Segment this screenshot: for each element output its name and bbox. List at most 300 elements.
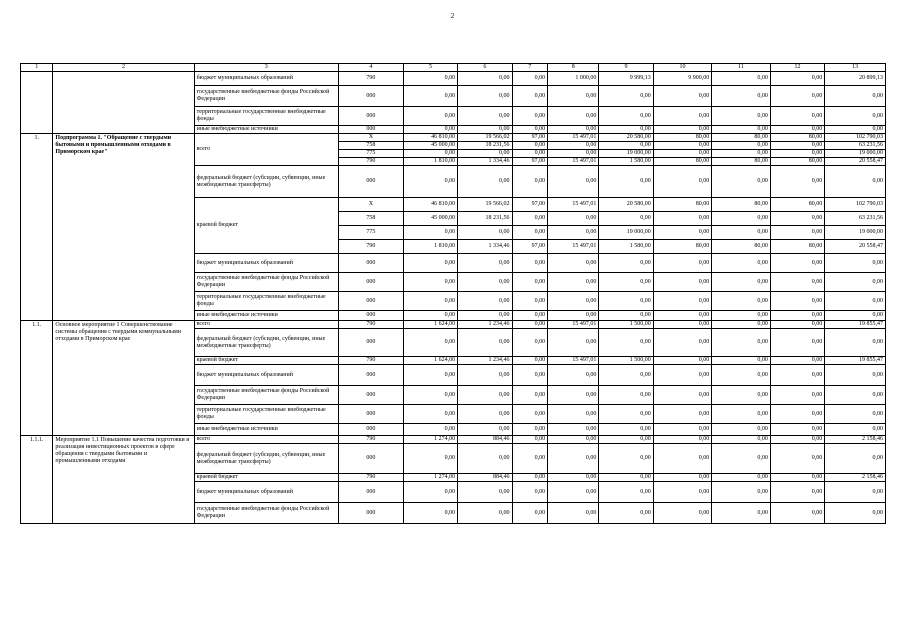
amount-cell: 0,00 bbox=[548, 405, 599, 424]
amount-cell: 63 231,56 bbox=[825, 212, 886, 226]
amount-cell: 0,00 bbox=[458, 424, 512, 436]
amount-cell: 2 158,46 bbox=[825, 436, 886, 444]
amount-cell: 19 000,00 bbox=[825, 226, 886, 240]
amount-cell: 0,00 bbox=[512, 474, 548, 482]
amount-cell: 0,00 bbox=[653, 357, 712, 365]
amount-cell: 0,00 bbox=[653, 444, 712, 474]
funding-source-cell: всего bbox=[194, 134, 338, 166]
amount-cell: 80,00 bbox=[653, 134, 712, 142]
column-number-cell: 5 bbox=[403, 64, 457, 72]
funding-source-cell: иные внебюджетные источники bbox=[194, 311, 338, 321]
budget-code-cell: 000 bbox=[338, 292, 403, 311]
amount-cell: 0,00 bbox=[548, 424, 599, 436]
amount-cell: 0,00 bbox=[770, 311, 824, 321]
item-number-cell: 1.1. bbox=[21, 321, 53, 436]
amount-cell: 20 580,00 bbox=[599, 198, 653, 212]
amount-cell: 19 000,00 bbox=[599, 150, 653, 158]
amount-cell: 0,00 bbox=[403, 503, 457, 524]
budget-code-cell: 000 bbox=[338, 107, 403, 126]
amount-cell: 0,00 bbox=[512, 482, 548, 503]
funding-source-cell: краевой бюджет bbox=[194, 474, 338, 482]
funding-source-cell: государственные внебюджетные фонды Российской Федерации bbox=[194, 86, 338, 107]
budget-code-cell: 790 bbox=[338, 474, 403, 482]
amount-cell: 0,00 bbox=[599, 436, 653, 444]
amount-cell: 0,00 bbox=[770, 72, 824, 86]
program-name-cell: Мероприятие 1.1 Повышение качества подготовки и реализация инвестиционных проектов в сфере обращения с твердыми бытовыми и промышленными отходами bbox=[53, 436, 194, 524]
amount-cell: 0,00 bbox=[512, 226, 548, 240]
funding-source-cell: территориальные государственные внебюджетные фонды bbox=[194, 107, 338, 126]
amount-cell: 97,00 bbox=[512, 134, 548, 142]
amount-cell: 0,00 bbox=[548, 386, 599, 405]
amount-cell: 0,00 bbox=[712, 86, 771, 107]
amount-cell: 0,00 bbox=[770, 424, 824, 436]
amount-cell: 0,00 bbox=[770, 142, 824, 150]
amount-cell: 0,00 bbox=[458, 329, 512, 357]
amount-cell: 80,00 bbox=[770, 240, 824, 254]
item-number-cell: 1.1.1. bbox=[21, 436, 53, 524]
amount-cell: 102 790,03 bbox=[825, 198, 886, 212]
amount-cell: 0,00 bbox=[512, 311, 548, 321]
amount-cell: 0,00 bbox=[770, 150, 824, 158]
amount-cell: 0,00 bbox=[512, 405, 548, 424]
amount-cell: 0,00 bbox=[825, 273, 886, 292]
table-row bbox=[21, 134, 886, 142]
item-number-cell: 1. bbox=[21, 134, 53, 321]
budget-code-cell: X bbox=[338, 198, 403, 212]
amount-cell: 0,00 bbox=[512, 166, 548, 198]
amount-cell: 0,00 bbox=[712, 166, 771, 198]
funding-source-cell: бюджет муниципальных образований bbox=[194, 482, 338, 503]
amount-cell: 0,00 bbox=[712, 107, 771, 126]
amount-cell: 80,00 bbox=[712, 198, 771, 212]
amount-cell: 0,00 bbox=[599, 386, 653, 405]
amount-cell: 0,00 bbox=[653, 226, 712, 240]
amount-cell: 45 000,00 bbox=[403, 212, 457, 226]
program-name-cell bbox=[53, 72, 194, 134]
amount-cell: 0,00 bbox=[403, 226, 457, 240]
amount-cell: 0,00 bbox=[548, 329, 599, 357]
amount-cell: 19 000,00 bbox=[825, 150, 886, 158]
column-number-row bbox=[21, 64, 886, 72]
amount-cell: 15 497,01 bbox=[548, 198, 599, 212]
amount-cell: 0,00 bbox=[458, 166, 512, 198]
amount-cell: 97,00 bbox=[512, 158, 548, 166]
funding-source-cell: федеральный бюджет (субсидии, субвенции, иные межбюджетные трансферты) bbox=[194, 166, 338, 198]
budget-code-cell: 775 bbox=[338, 226, 403, 240]
amount-cell: 20 580,00 bbox=[599, 134, 653, 142]
amount-cell: 0,00 bbox=[653, 329, 712, 357]
budget-code-cell: 758 bbox=[338, 142, 403, 150]
amount-cell: 0,00 bbox=[770, 273, 824, 292]
budget-code-cell: 790 bbox=[338, 436, 403, 444]
amount-cell: 0,00 bbox=[458, 254, 512, 273]
budget-code-cell: 790 bbox=[338, 72, 403, 86]
amount-cell: 0,00 bbox=[712, 72, 771, 86]
amount-cell: 0,00 bbox=[512, 86, 548, 107]
amount-cell: 0,00 bbox=[548, 212, 599, 226]
amount-cell: 0,00 bbox=[770, 226, 824, 240]
amount-cell: 0,00 bbox=[599, 254, 653, 273]
amount-cell: 0,00 bbox=[599, 86, 653, 107]
amount-cell: 1 234,46 bbox=[458, 321, 512, 329]
budget-code-cell: 000 bbox=[338, 386, 403, 405]
column-number-cell: 4 bbox=[338, 64, 403, 72]
amount-cell: 0,00 bbox=[548, 142, 599, 150]
amount-cell: 0,00 bbox=[403, 254, 457, 273]
amount-cell: 19 855,47 bbox=[825, 357, 886, 365]
amount-cell: 0,00 bbox=[770, 503, 824, 524]
amount-cell: 0,00 bbox=[599, 444, 653, 474]
amount-cell: 0,00 bbox=[512, 329, 548, 357]
amount-cell: 0,00 bbox=[512, 150, 548, 158]
amount-cell: 45 000,00 bbox=[403, 142, 457, 150]
amount-cell: 0,00 bbox=[548, 273, 599, 292]
budget-code-cell: 775 bbox=[338, 150, 403, 158]
amount-cell: 0,00 bbox=[825, 126, 886, 134]
amount-cell: 0,00 bbox=[712, 292, 771, 311]
funding-source-cell: государственные внебюджетные фонды Российской Федерации bbox=[194, 273, 338, 292]
amount-cell: 0,00 bbox=[512, 142, 548, 150]
amount-cell: 0,00 bbox=[403, 292, 457, 311]
amount-cell: 1 810,00 bbox=[403, 158, 457, 166]
amount-cell: 0,00 bbox=[512, 357, 548, 365]
amount-cell: 0,00 bbox=[512, 386, 548, 405]
funding-source-cell: государственные внебюджетные фонды Российской Федерации bbox=[194, 503, 338, 524]
amount-cell: 0,00 bbox=[403, 386, 457, 405]
column-number-cell: 10 bbox=[653, 64, 712, 72]
amount-cell: 0,00 bbox=[458, 273, 512, 292]
budget-code-cell: 000 bbox=[338, 405, 403, 424]
funding-source-cell: всего bbox=[194, 321, 338, 329]
amount-cell: 0,00 bbox=[770, 405, 824, 424]
amount-cell: 0,00 bbox=[825, 254, 886, 273]
amount-cell: 0,00 bbox=[548, 107, 599, 126]
column-number-cell: 2 bbox=[53, 64, 194, 72]
amount-cell: 0,00 bbox=[458, 444, 512, 474]
amount-cell: 0,00 bbox=[599, 482, 653, 503]
amount-cell: 80,00 bbox=[770, 158, 824, 166]
amount-cell: 0,00 bbox=[653, 386, 712, 405]
amount-cell: 0,00 bbox=[712, 126, 771, 134]
column-number-cell: 7 bbox=[512, 64, 548, 72]
item-number-cell bbox=[21, 72, 53, 134]
amount-cell: 0,00 bbox=[770, 436, 824, 444]
amount-cell: 0,00 bbox=[548, 226, 599, 240]
amount-cell: 0,00 bbox=[403, 107, 457, 126]
amount-cell: 0,00 bbox=[653, 166, 712, 198]
amount-cell: 0,00 bbox=[653, 503, 712, 524]
amount-cell: 0,00 bbox=[403, 405, 457, 424]
amount-cell: 0,00 bbox=[403, 166, 457, 198]
page-number: 2 bbox=[450, 12, 455, 20]
amount-cell: 15 497,01 bbox=[548, 357, 599, 365]
amount-cell: 0,00 bbox=[712, 444, 771, 474]
budget-code-cell: 000 bbox=[338, 503, 403, 524]
amount-cell: 0,00 bbox=[548, 126, 599, 134]
amount-cell: 15 497,01 bbox=[548, 158, 599, 166]
budget-code-cell: 758 bbox=[338, 212, 403, 226]
column-number-cell: 9 bbox=[599, 64, 653, 72]
amount-cell: 0,00 bbox=[653, 292, 712, 311]
amount-cell: 19 566,02 bbox=[458, 198, 512, 212]
table-row bbox=[21, 321, 886, 329]
amount-cell: 0,00 bbox=[712, 226, 771, 240]
amount-cell: 0,00 bbox=[458, 150, 512, 158]
amount-cell: 0,00 bbox=[548, 150, 599, 158]
amount-cell: 0,00 bbox=[825, 482, 886, 503]
table-body bbox=[21, 64, 886, 524]
amount-cell: 9 900,00 bbox=[653, 72, 712, 86]
amount-cell: 0,00 bbox=[770, 482, 824, 503]
amount-cell: 0,00 bbox=[653, 405, 712, 424]
budget-code-cell: 790 bbox=[338, 240, 403, 254]
amount-cell: 0,00 bbox=[712, 273, 771, 292]
column-number-cell: 8 bbox=[548, 64, 599, 72]
amount-cell: 1 624,00 bbox=[403, 321, 457, 329]
amount-cell: 1 500,00 bbox=[599, 321, 653, 329]
amount-cell: 80,00 bbox=[653, 198, 712, 212]
budget-code-cell: 000 bbox=[338, 166, 403, 198]
amount-cell: 1 580,00 bbox=[599, 240, 653, 254]
funding-source-cell: территориальные государственные внебюджетные фонды bbox=[194, 405, 338, 424]
amount-cell: 1 624,00 bbox=[403, 357, 457, 365]
amount-cell: 1 334,46 bbox=[458, 240, 512, 254]
column-number-cell: 6 bbox=[458, 64, 512, 72]
budget-code-cell: 000 bbox=[338, 126, 403, 134]
column-number-cell: 11 bbox=[712, 64, 771, 72]
amount-cell: 15 497,01 bbox=[548, 134, 599, 142]
funding-source-cell: краевой бюджет bbox=[194, 198, 338, 254]
amount-cell: 0,00 bbox=[712, 365, 771, 386]
amount-cell: 0,00 bbox=[599, 503, 653, 524]
budget-code-cell: 000 bbox=[338, 365, 403, 386]
amount-cell: 0,00 bbox=[512, 503, 548, 524]
budget-code-cell: 790 bbox=[338, 357, 403, 365]
amount-cell: 0,00 bbox=[712, 150, 771, 158]
amount-cell: 0,00 bbox=[653, 212, 712, 226]
amount-cell: 0,00 bbox=[712, 436, 771, 444]
amount-cell: 0,00 bbox=[599, 107, 653, 126]
budget-code-cell: 000 bbox=[338, 311, 403, 321]
amount-cell: 0,00 bbox=[825, 311, 886, 321]
amount-cell: 19 855,47 bbox=[825, 321, 886, 329]
amount-cell: 1 580,00 bbox=[599, 158, 653, 166]
budget-code-cell: 000 bbox=[338, 444, 403, 474]
amount-cell: 0,00 bbox=[825, 329, 886, 357]
amount-cell: 0,00 bbox=[403, 86, 457, 107]
amount-cell: 0,00 bbox=[512, 444, 548, 474]
amount-cell: 0,00 bbox=[653, 424, 712, 436]
amount-cell: 0,00 bbox=[512, 321, 548, 329]
amount-cell: 0,00 bbox=[599, 273, 653, 292]
program-name-cell: Основное мероприятие 1 Совершенствование системы обращения с твердыми коммунальными отходами в Приморском крае bbox=[53, 321, 194, 436]
amount-cell: 0,00 bbox=[712, 321, 771, 329]
amount-cell: 0,00 bbox=[770, 292, 824, 311]
amount-cell: 0,00 bbox=[653, 126, 712, 134]
amount-cell: 0,00 bbox=[403, 482, 457, 503]
amount-cell: 0,00 bbox=[770, 107, 824, 126]
amount-cell: 0,00 bbox=[770, 86, 824, 107]
amount-cell: 0,00 bbox=[458, 503, 512, 524]
budget-code-cell: 000 bbox=[338, 254, 403, 273]
amount-cell: 18 231,56 bbox=[458, 212, 512, 226]
amount-cell: 0,00 bbox=[458, 292, 512, 311]
column-number-cell: 3 bbox=[194, 64, 338, 72]
amount-cell: 0,00 bbox=[548, 86, 599, 107]
amount-cell: 0,00 bbox=[653, 311, 712, 321]
table-row bbox=[21, 72, 886, 86]
amount-cell: 0,00 bbox=[599, 405, 653, 424]
amount-cell: 1 500,00 bbox=[599, 357, 653, 365]
amount-cell: 0,00 bbox=[653, 107, 712, 126]
amount-cell: 0,00 bbox=[403, 150, 457, 158]
amount-cell: 0,00 bbox=[403, 444, 457, 474]
funding-source-cell: краевой бюджет bbox=[194, 357, 338, 365]
amount-cell: 80,00 bbox=[770, 134, 824, 142]
amount-cell: 46 810,00 bbox=[403, 198, 457, 212]
amount-cell: 80,00 bbox=[712, 158, 771, 166]
amount-cell: 0,00 bbox=[458, 365, 512, 386]
amount-cell: 0,00 bbox=[712, 329, 771, 357]
amount-cell: 0,00 bbox=[458, 107, 512, 126]
amount-cell: 0,00 bbox=[825, 503, 886, 524]
funding-source-cell: федеральный бюджет (субсидии, субвенции, иные межбюджетные трансферты) bbox=[194, 329, 338, 357]
amount-cell: 0,00 bbox=[712, 503, 771, 524]
amount-cell: 0,00 bbox=[825, 86, 886, 107]
amount-cell: 9 999,13 bbox=[599, 72, 653, 86]
amount-cell: 0,00 bbox=[458, 405, 512, 424]
amount-cell: 0,00 bbox=[403, 311, 457, 321]
amount-cell: 0,00 bbox=[548, 166, 599, 198]
table-row bbox=[21, 436, 886, 444]
amount-cell: 0,00 bbox=[653, 86, 712, 107]
amount-cell: 0,00 bbox=[548, 292, 599, 311]
amount-cell: 0,00 bbox=[653, 474, 712, 482]
amount-cell: 20 899,13 bbox=[825, 72, 886, 86]
amount-cell: 884,46 bbox=[458, 474, 512, 482]
budget-code-cell: 790 bbox=[338, 321, 403, 329]
amount-cell: 0,00 bbox=[770, 444, 824, 474]
amount-cell: 20 558,47 bbox=[825, 240, 886, 254]
amount-cell: 1 334,46 bbox=[458, 158, 512, 166]
amount-cell: 0,00 bbox=[458, 482, 512, 503]
funding-source-cell: бюджет муниципальных образований bbox=[194, 72, 338, 86]
amount-cell: 0,00 bbox=[712, 357, 771, 365]
amount-cell: 0,00 bbox=[653, 436, 712, 444]
amount-cell: 0,00 bbox=[653, 142, 712, 150]
amount-cell: 0,00 bbox=[548, 365, 599, 386]
amount-cell: 0,00 bbox=[458, 72, 512, 86]
amount-cell: 0,00 bbox=[653, 365, 712, 386]
amount-cell: 15 497,01 bbox=[548, 240, 599, 254]
amount-cell: 884,46 bbox=[458, 436, 512, 444]
amount-cell: 0,00 bbox=[770, 365, 824, 386]
funding-source-cell: иные внебюджетные источники bbox=[194, 424, 338, 436]
amount-cell: 0,00 bbox=[770, 329, 824, 357]
amount-cell: 0,00 bbox=[825, 424, 886, 436]
funding-source-cell: всего bbox=[194, 436, 338, 444]
amount-cell: 102 790,03 bbox=[825, 134, 886, 142]
amount-cell: 0,00 bbox=[599, 166, 653, 198]
amount-cell: 0,00 bbox=[712, 212, 771, 226]
amount-cell: 1 274,00 bbox=[403, 474, 457, 482]
budget-code-cell: 000 bbox=[338, 86, 403, 107]
amount-cell: 0,00 bbox=[599, 474, 653, 482]
budget-code-cell: X bbox=[338, 134, 403, 142]
funding-source-cell: бюджет муниципальных образований bbox=[194, 365, 338, 386]
amount-cell: 0,00 bbox=[599, 142, 653, 150]
amount-cell: 0,00 bbox=[825, 166, 886, 198]
amount-cell: 0,00 bbox=[599, 292, 653, 311]
amount-cell: 15 497,01 bbox=[548, 321, 599, 329]
amount-cell: 0,00 bbox=[548, 436, 599, 444]
amount-cell: 0,00 bbox=[512, 365, 548, 386]
amount-cell: 0,00 bbox=[712, 386, 771, 405]
amount-cell: 0,00 bbox=[403, 126, 457, 134]
amount-cell: 0,00 bbox=[403, 273, 457, 292]
amount-cell: 0,00 bbox=[770, 357, 824, 365]
amount-cell: 0,00 bbox=[548, 444, 599, 474]
amount-cell: 80,00 bbox=[712, 134, 771, 142]
amount-cell: 0,00 bbox=[653, 321, 712, 329]
amount-cell: 0,00 bbox=[548, 474, 599, 482]
amount-cell: 0,00 bbox=[712, 142, 771, 150]
column-number-cell: 13 bbox=[825, 64, 886, 72]
amount-cell: 0,00 bbox=[403, 424, 457, 436]
amount-cell: 0,00 bbox=[712, 424, 771, 436]
amount-cell: 80,00 bbox=[712, 240, 771, 254]
amount-cell: 0,00 bbox=[599, 365, 653, 386]
amount-cell: 0,00 bbox=[403, 329, 457, 357]
amount-cell: 0,00 bbox=[403, 72, 457, 86]
amount-cell: 80,00 bbox=[770, 198, 824, 212]
amount-cell: 0,00 bbox=[512, 126, 548, 134]
budget-code-cell: 000 bbox=[338, 482, 403, 503]
amount-cell: 0,00 bbox=[599, 424, 653, 436]
amount-cell: 2 158,46 bbox=[825, 474, 886, 482]
amount-cell: 0,00 bbox=[599, 126, 653, 134]
amount-cell: 0,00 bbox=[770, 254, 824, 273]
amount-cell: 0,00 bbox=[653, 482, 712, 503]
amount-cell: 0,00 bbox=[512, 107, 548, 126]
amount-cell: 0,00 bbox=[458, 86, 512, 107]
budget-code-cell: 000 bbox=[338, 329, 403, 357]
funding-source-cell: бюджет муниципальных образований bbox=[194, 254, 338, 273]
amount-cell: 0,00 bbox=[403, 365, 457, 386]
amount-cell: 63 231,56 bbox=[825, 142, 886, 150]
amount-cell: 0,00 bbox=[512, 254, 548, 273]
amount-cell: 80,00 bbox=[653, 158, 712, 166]
amount-cell: 0,00 bbox=[653, 254, 712, 273]
amount-cell: 0,00 bbox=[770, 386, 824, 405]
amount-cell: 0,00 bbox=[458, 311, 512, 321]
amount-cell: 0,00 bbox=[548, 311, 599, 321]
amount-cell: 0,00 bbox=[512, 292, 548, 311]
amount-cell: 0,00 bbox=[599, 311, 653, 321]
amount-cell: 0,00 bbox=[512, 212, 548, 226]
budget-table bbox=[20, 63, 886, 524]
budget-code-cell: 000 bbox=[338, 424, 403, 436]
amount-cell: 0,00 bbox=[512, 72, 548, 86]
amount-cell: 0,00 bbox=[825, 107, 886, 126]
amount-cell: 0,00 bbox=[712, 311, 771, 321]
budget-code-cell: 000 bbox=[338, 273, 403, 292]
amount-cell: 1 810,00 bbox=[403, 240, 457, 254]
amount-cell: 0,00 bbox=[599, 329, 653, 357]
program-name-cell: Подпрограмма 1. "Обращение с твердыми бытовыми и промышленными отходами в Приморском крае" bbox=[53, 134, 194, 321]
amount-cell: 18 231,56 bbox=[458, 142, 512, 150]
amount-cell: 0,00 bbox=[458, 386, 512, 405]
